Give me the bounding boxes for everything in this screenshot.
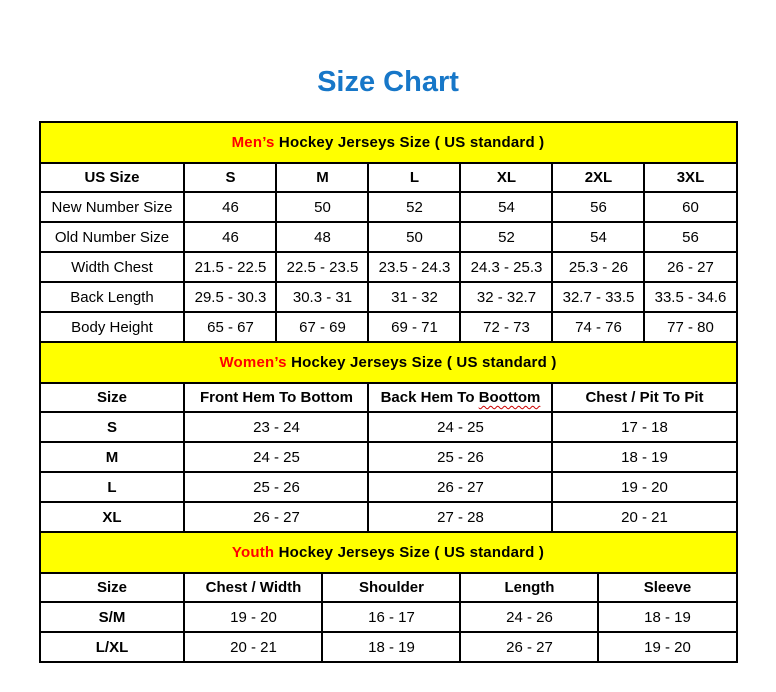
column-header: Chest / Width xyxy=(184,573,322,602)
youth-section-title-rest: Hockey Jerseys Size ( US standard ) xyxy=(274,544,545,561)
column-header: Sleeve xyxy=(598,573,736,602)
size-value: 23.5 - 24.3 xyxy=(368,252,460,282)
table-row xyxy=(40,222,737,252)
mens-section-header xyxy=(40,122,737,163)
column-header: Front Hem To Bottom xyxy=(184,383,368,412)
womens-section-accent: Women’s xyxy=(219,354,287,371)
size-value: 30.3 - 31 xyxy=(276,282,368,312)
size-value: 26 - 27 xyxy=(644,252,736,282)
size-value: 19 - 20 xyxy=(552,472,736,502)
table-row xyxy=(40,282,737,312)
youth-size-table xyxy=(39,531,738,663)
size-value: 25.3 - 26 xyxy=(552,252,644,282)
size-value: 26 - 27 xyxy=(184,502,368,532)
size-value: 54 xyxy=(552,222,644,252)
size-value: 19 - 20 xyxy=(184,602,322,632)
size-value: 26 - 27 xyxy=(460,632,598,662)
row-label: XL xyxy=(40,502,185,532)
mens-section-title-rest: Hockey Jerseys Size ( US standard ) xyxy=(274,134,545,151)
table-row xyxy=(40,192,737,222)
table-row xyxy=(40,442,737,472)
size-tables xyxy=(39,121,738,663)
womens-section-title-rest: Hockey Jerseys Size ( US standard ) xyxy=(286,354,557,371)
row-label: S xyxy=(40,412,185,442)
row-label: L xyxy=(40,472,185,502)
mens-section-accent: Men’s xyxy=(231,134,275,151)
column-header: 2XL xyxy=(552,163,644,192)
table-row xyxy=(40,602,737,632)
row-label: Width Chest xyxy=(40,252,185,282)
youth-section-accent: Youth xyxy=(231,544,275,561)
womens-size-table xyxy=(39,341,738,533)
size-value: 24 - 25 xyxy=(368,412,552,442)
size-value: 65 - 67 xyxy=(184,312,276,342)
womens-section-header xyxy=(40,342,737,383)
column-header: L xyxy=(368,163,460,192)
size-value: 77 - 80 xyxy=(644,312,736,342)
mens-header-row xyxy=(40,163,737,192)
youth-header-row xyxy=(40,573,737,602)
size-value: 18 - 19 xyxy=(322,632,460,662)
column-header: 3XL xyxy=(644,163,736,192)
size-value: 22.5 - 23.5 xyxy=(276,252,368,282)
size-value: 27 - 28 xyxy=(368,502,552,532)
size-value: 67 - 69 xyxy=(276,312,368,342)
size-value: 23 - 24 xyxy=(184,412,368,442)
column-header: Back Hem To Boottom xyxy=(368,383,552,412)
column-header: Size xyxy=(40,383,185,412)
size-value: 60 xyxy=(644,192,736,222)
column-header: XL xyxy=(460,163,552,192)
size-value: 18 - 19 xyxy=(598,602,736,632)
column-header: US Size xyxy=(40,163,185,192)
column-header: Shoulder xyxy=(322,573,460,602)
column-header: M xyxy=(276,163,368,192)
size-value: 56 xyxy=(552,192,644,222)
size-value: 48 xyxy=(276,222,368,252)
size-value: 24.3 - 25.3 xyxy=(460,252,552,282)
size-value: 50 xyxy=(368,222,460,252)
size-value: 46 xyxy=(184,192,276,222)
size-value: 24 - 25 xyxy=(184,442,368,472)
row-label: Body Height xyxy=(40,312,185,342)
size-value: 21.5 - 22.5 xyxy=(184,252,276,282)
row-label: Back Length xyxy=(40,282,185,312)
size-value: 54 xyxy=(460,192,552,222)
column-header: Length xyxy=(460,573,598,602)
column-header: Chest / Pit To Pit xyxy=(552,383,736,412)
table-row xyxy=(40,502,737,532)
womens-header-row xyxy=(40,383,737,412)
youth-section-header xyxy=(40,532,737,573)
size-value: 33.5 - 34.6 xyxy=(644,282,736,312)
page-title: Size Chart xyxy=(317,66,459,98)
size-value: 19 - 20 xyxy=(598,632,736,662)
size-value: 32 - 32.7 xyxy=(460,282,552,312)
row-label: New Number Size xyxy=(40,192,185,222)
size-value: 52 xyxy=(368,192,460,222)
table-row xyxy=(40,312,737,342)
row-label: Old Number Size xyxy=(40,222,185,252)
table-row xyxy=(40,252,737,282)
size-value: 69 - 71 xyxy=(368,312,460,342)
size-value: 31 - 32 xyxy=(368,282,460,312)
size-value: 25 - 26 xyxy=(184,472,368,502)
size-value: 20 - 21 xyxy=(184,632,322,662)
size-value: 52 xyxy=(460,222,552,252)
column-header: S xyxy=(184,163,276,192)
size-value: 32.7 - 33.5 xyxy=(552,282,644,312)
size-value: 18 - 19 xyxy=(552,442,736,472)
size-value: 50 xyxy=(276,192,368,222)
table-row xyxy=(40,472,737,502)
table-row xyxy=(40,632,737,662)
size-value: 24 - 26 xyxy=(460,602,598,632)
row-label: M xyxy=(40,442,185,472)
table-row xyxy=(40,412,737,442)
misspelled-word: Boottom xyxy=(478,389,541,406)
column-header: Size xyxy=(40,573,185,602)
size-value: 20 - 21 xyxy=(552,502,736,532)
size-value: 46 xyxy=(184,222,276,252)
size-value: 16 - 17 xyxy=(322,602,460,632)
row-label: S/M xyxy=(40,602,185,632)
mens-size-table xyxy=(39,121,738,343)
size-value: 17 - 18 xyxy=(552,412,736,442)
size-value: 72 - 73 xyxy=(460,312,552,342)
size-value: 25 - 26 xyxy=(368,442,552,472)
size-value: 29.5 - 30.3 xyxy=(184,282,276,312)
size-value: 56 xyxy=(644,222,736,252)
size-value: 26 - 27 xyxy=(368,472,552,502)
row-label: L/XL xyxy=(40,632,185,662)
size-value: 74 - 76 xyxy=(552,312,644,342)
